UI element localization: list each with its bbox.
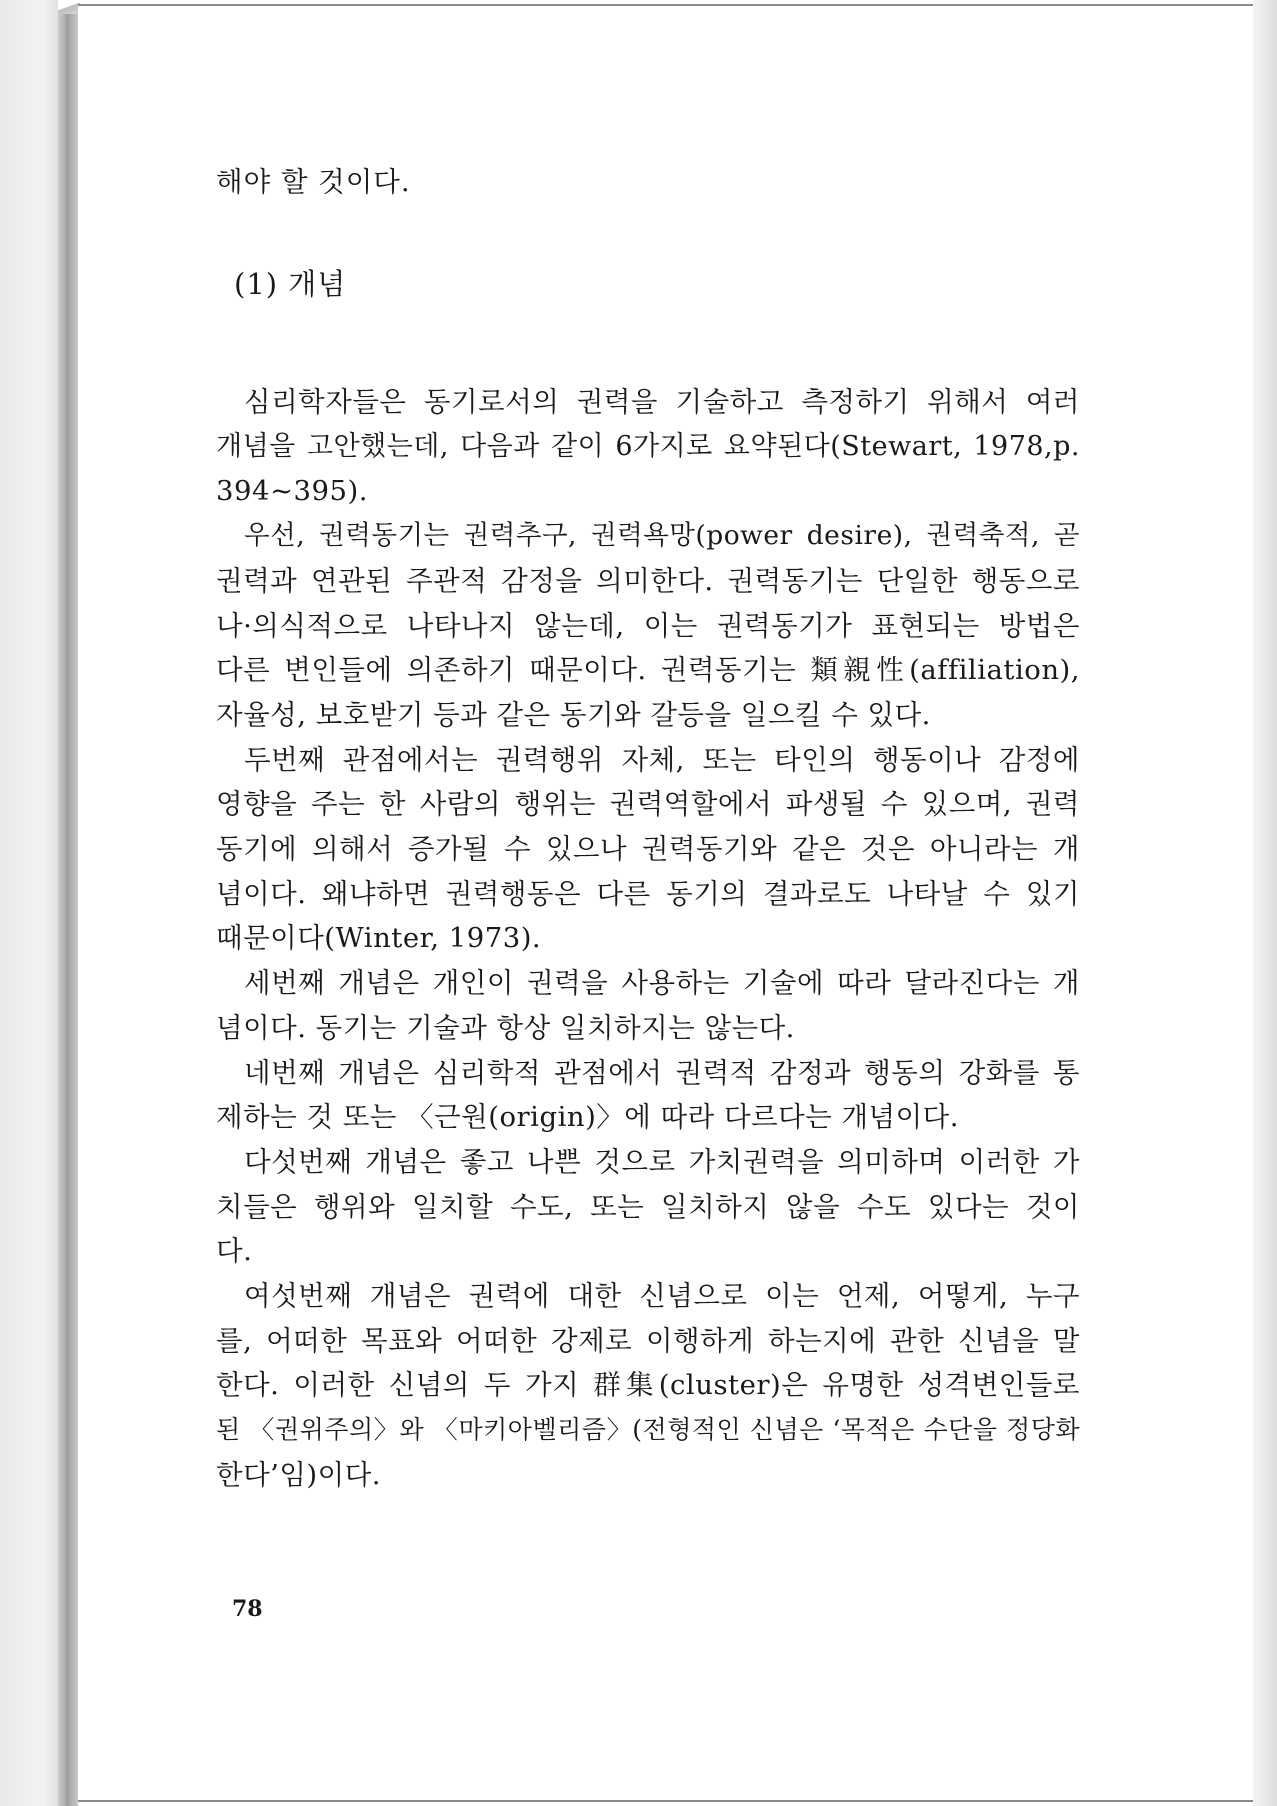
book-spine-edge [0, 0, 78, 1806]
text-line: 개념을 고안했는데, 다음과 같이 6가지로 요약된다(Stewart, 1978,p. [216, 430, 1080, 462]
page-right-edge [1253, 0, 1277, 1806]
text-line: 한다. 이러한 신념의 두 가지 群集(cluster)은 유명한 성격변인들로 [216, 1369, 1080, 1402]
paragraph-2 [216, 514, 1080, 738]
paragraph-7 [216, 1274, 1080, 1498]
text-line: 여섯번째 개념은 권력에 대한 신념으로 이는 언제, 어떻게, 누구 [244, 1280, 1080, 1313]
text-line: 념이다. 왜냐하면 권력행동은 다른 동기의 결과로도 나타날 수 있기 [216, 877, 1080, 910]
text-line: 자율성, 보호받기 등과 같은 동기와 갈등을 일으킬 수 있다. [216, 698, 931, 731]
page-body [216, 160, 1080, 1498]
text-line: 네번째 개념은 심리학적 관점에서 권력적 감정과 행동의 강화를 통 [244, 1056, 1080, 1089]
text-line: 394~395). [216, 475, 368, 508]
text-line: 를, 어떠한 목표와 어떠한 강제로 이행하게 하는지에 관한 신념을 말 [216, 1324, 1080, 1357]
text-line: 두번째 관점에서는 권력행위 자체, 또는 타인의 행동이나 감정에 [244, 743, 1080, 776]
text-line: 된 〈권위주의〉와 〈마키아벨리즘〉(전형적인 신념은 ‘목적은 수단을 정당화 [216, 1415, 1080, 1445]
page-corner-fold [58, 0, 80, 14]
text-line: 념이다. 동기는 기술과 항상 일치하지는 않는다. [216, 1011, 795, 1044]
text-line: 나·의식적으로 나타나지 않는데, 이는 권력동기가 표현되는 방법은 [216, 609, 1080, 642]
paragraph-3 [216, 738, 1080, 962]
text-line: 다섯번째 개념은 좋고 나쁜 것으로 가치권력을 의미하며 이러한 가 [244, 1145, 1080, 1178]
paragraph-1 [216, 380, 1080, 514]
text-line: 제하는 것 또는 〈근원(origin)〉에 따라 다르다는 개념이다. [216, 1101, 959, 1134]
text-line: 때문이다(Winter, 1973). [216, 922, 542, 955]
text-line: 우선, 권력동기는 권력추구, 권력욕망(power desire), 권력축적, 곧 [244, 520, 1080, 552]
paragraph-6 [216, 1140, 1080, 1274]
page-number: 78 [232, 1596, 263, 1622]
text-line: 다른 변인들에 의존하기 때문이다. 권력동기는 類親性(affiliation), [216, 654, 1080, 687]
text-line: 권력과 연관된 주관적 감정을 의미한다. 권력동기는 단일한 행동으로 [216, 564, 1080, 597]
text-line: 치들은 행위와 일치할 수도, 또는 일치하지 않을 수도 있다는 것이 [216, 1190, 1080, 1223]
paragraph-4 [216, 961, 1080, 1050]
text-line: 세번째 개념은 개인이 권력을 사용하는 기술에 따라 달라진다는 개 [244, 967, 1080, 1000]
text-line: 심리학자들은 동기로서의 권력을 기술하고 측정하기 위해서 여러 [244, 386, 1080, 418]
text-line: 다. [216, 1235, 253, 1268]
paragraph-5 [216, 1051, 1080, 1140]
section-heading: (1) 개념 [234, 267, 347, 301]
text-line: 영향을 주는 한 사람의 행위는 권력역할에서 파생될 수 있으며, 권력 [216, 788, 1080, 821]
text-line: 동기에 의해서 증가될 수 있으나 권력동기와 같은 것은 아니라는 개 [216, 833, 1080, 866]
continued-line: 해야 할 것이다. [216, 166, 411, 198]
text-line: 한다’임)이다. [216, 1458, 382, 1491]
